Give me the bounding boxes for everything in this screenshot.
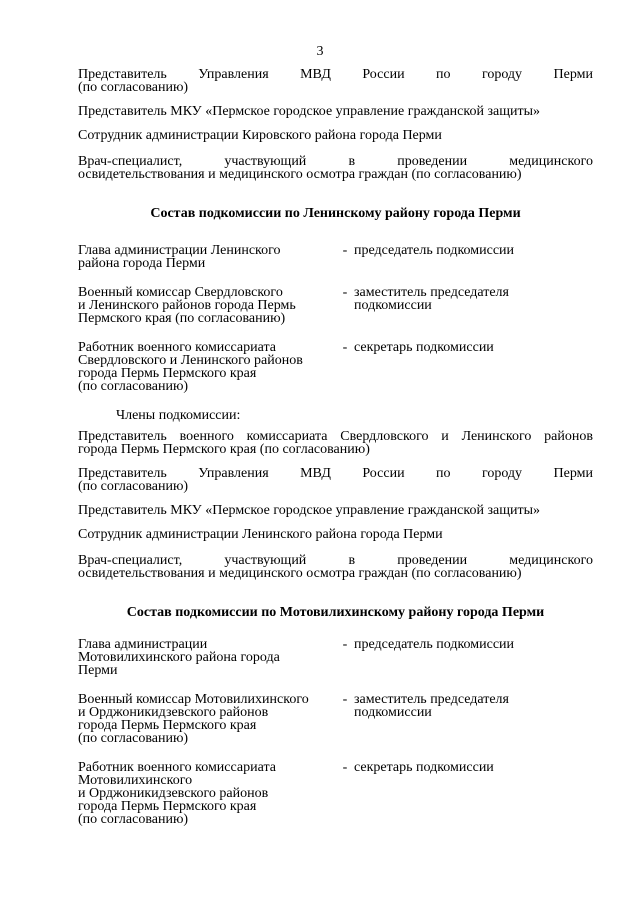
role-row [78,761,593,826]
role-holder-line: (по согласованию) [78,731,189,746]
role-title [354,244,593,270]
word: Управления [198,466,269,481]
role-holder-line: Пермского края (по согласованию) [78,311,286,326]
page-number: 3 [316,44,324,59]
role-holder-line: города Пермь Пермского края [78,366,257,381]
mvd-rep-line2: (по согласованию) [78,479,189,494]
word: МВД [300,67,331,82]
role-holder-line: Работник военного комиссариата [78,760,276,775]
role-title-line: председатель подкомиссии [354,637,515,652]
word: медицинского [509,553,593,568]
mku-rep: Представитель МКУ «Пермское городское управление гражданской защиты» [78,104,540,119]
role-title-line: секретарь подкомиссии [354,760,494,775]
role-title-line: заместитель председателя [354,285,509,300]
role-holder-line: Глава администрации [78,637,208,652]
role-title [354,693,593,745]
dash-separator: - [342,285,348,300]
role-holder-line: (по согласованию) [78,379,189,394]
role-title [354,341,593,393]
section-title-motovilikha: Состав подкомиссии по Мотовилихинскому району города Перми [126,605,545,620]
word: Ленинского [461,429,532,444]
role-holder-line: города Пермь Пермского края [78,718,257,733]
role-title-line: подкомиссии [354,298,432,313]
role-row [78,244,593,270]
role-title [354,286,593,325]
word: Представитель [78,67,167,82]
word: Врач-специалист, [78,553,183,568]
role-holder-line: Перми [78,663,118,678]
word: Представитель [78,466,167,481]
word: районов [544,429,593,444]
word: Управления [198,67,269,82]
role-row [78,341,593,393]
word: городу [481,466,523,481]
word: проведении [397,553,468,568]
dash-separator: - [342,637,348,652]
word: участвующий [224,154,307,169]
dash-separator: - [342,692,348,707]
section-title-lenin: Состав подкомиссии по Ленинскому району города Перми [150,206,521,221]
role-holder [78,638,336,677]
mku-rep: Представитель МКУ «Пермское городское управление гражданской защиты» [78,503,540,518]
dash-separator: - [342,340,348,355]
word: и [441,429,449,444]
role-holder-line: района города Перми [78,256,206,271]
word: по [436,466,451,481]
role-title [354,638,593,677]
role-holder [78,693,336,745]
role-holder-line: (по согласованию) [78,812,189,827]
role-holder-line: Мотовилихинского района города [78,650,280,665]
lenin-roles [78,244,593,393]
members-label: Члены подкомиссии: [116,408,241,423]
word: медицинского [509,154,593,169]
role-holder [78,286,336,325]
word: городу [481,67,523,82]
word: Перми [553,67,593,82]
motovilikha-roles [78,638,593,826]
admin-employee: Сотрудник администрации Ленинского района города Перми [78,527,443,542]
word: в [348,553,356,568]
word: военного [179,429,234,444]
role-title-line: подкомиссии [354,705,432,720]
role-holder [78,341,336,393]
role-holder-line: Военный комиссар Мотовилихинского [78,692,309,707]
doctor-line2: освидетельствования и медицинского осмотра граждан (по согласованию) [78,566,522,581]
word: комиссариата [246,429,328,444]
role-holder-line: Работник военного комиссариата [78,340,276,355]
role-holder-line: Глава администрации Ленинского [78,243,281,258]
role-holder-line: и Ленинского районов города Пермь [78,298,296,313]
role-title-line: заместитель председателя [354,692,509,707]
role-holder-line: Свердловского и Ленинского районов [78,353,303,368]
role-holder-line: Мотовилихинского [78,773,193,788]
role-holder-line: Военный комиссар Свердловского [78,285,283,300]
word: в [348,154,356,169]
word: Представитель [78,429,167,444]
military-rep-line2: города Пермь Пермского края (по согласованию) [78,442,370,457]
word: МВД [300,466,331,481]
word: по [436,67,451,82]
role-title-line: председатель подкомиссии [354,243,515,258]
mvd-rep-line2: (по согласованию) [78,80,189,95]
word: Перми [553,466,593,481]
dash-separator: - [342,243,348,258]
role-title [354,761,593,826]
admin-employee: Сотрудник администрации Кировского района города Перми [78,128,442,143]
document-body [78,64,593,842]
word: Свердловского [340,429,429,444]
role-holder-line: города Пермь Пермского края [78,799,257,814]
role-row [78,693,593,745]
word: России [362,67,405,82]
role-holder [78,244,336,270]
word: Врач-специалист, [78,154,183,169]
role-holder-line: и Орджоникидзевского районов [78,786,269,801]
role-row [78,286,593,325]
word: проведении [397,154,468,169]
word: России [362,466,405,481]
word: участвующий [224,553,307,568]
role-title-line: секретарь подкомиссии [354,340,494,355]
role-holder [78,761,336,826]
doctor-line2: освидетельствования и медицинского осмотра граждан (по согласованию) [78,167,522,182]
role-row [78,638,593,677]
dash-separator: - [342,760,348,775]
role-holder-line: и Орджоникидзевского районов [78,705,269,720]
